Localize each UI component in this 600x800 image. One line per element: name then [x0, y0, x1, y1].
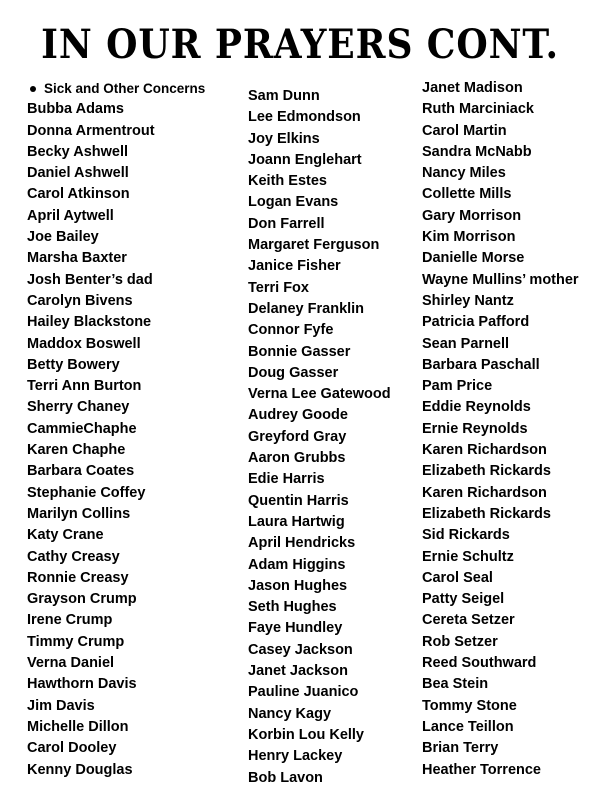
list-item: Ronnie Creasy	[27, 569, 129, 586]
list-item: Lee Edmondson	[248, 109, 361, 126]
list-item: Logan Evans	[248, 194, 339, 211]
list-item: Korbin Lou Kelly	[248, 726, 364, 743]
list-item: Nancy Miles	[422, 165, 506, 182]
list-item: Becky Ashwell	[27, 143, 129, 160]
list-item: Karen Richardson	[422, 442, 547, 459]
list-item: Sean Parnell	[422, 335, 510, 352]
list-item: Hawthorn Davis	[27, 676, 137, 693]
list-item: Barbara Coates	[27, 463, 135, 480]
list-item: Cathy Creasy	[27, 548, 120, 565]
list-item: Stephanie Coffey	[27, 484, 146, 501]
page-title: IN OUR PRAYERS CONT.	[41, 21, 559, 68]
list-item: Bob Lavon	[248, 769, 323, 786]
list-item: Carol Martin	[422, 122, 507, 139]
names-column-3	[422, 78, 579, 781]
list-item: Grayson Crump	[27, 591, 137, 608]
list-item: April Aytwell	[27, 207, 114, 224]
list-item: Brian Terry	[422, 740, 499, 757]
list-item: Carolyn Bivens	[27, 292, 133, 309]
list-item: Edie Harris	[248, 471, 325, 488]
names-column-1	[27, 78, 205, 781]
list-item: Sid Rickards	[422, 527, 510, 544]
list-item: Verna Daniel	[27, 655, 115, 672]
list-item: Henry Lackey	[248, 748, 343, 765]
list-item: Lance Teillon	[422, 718, 514, 735]
list-item: Casey Jackson	[248, 641, 353, 658]
list-item: Connor Fyfe	[248, 322, 334, 339]
list-item: Marilyn Collins	[27, 505, 131, 522]
list-item: Pam Price	[422, 378, 493, 395]
list-item: Ernie Schultz	[422, 548, 514, 565]
list-item: Greyford Gray	[248, 428, 347, 445]
list-item: Doug Gasser	[248, 364, 339, 381]
list-item: Shirley Nantz	[422, 292, 514, 309]
list-item: Don Farrell	[248, 215, 325, 232]
list-item: Hailey Blackstone	[27, 314, 152, 331]
list-item: Joann Englehart	[248, 151, 362, 168]
list-item: Patty Seigel	[422, 591, 505, 608]
list-item: Donna Armentrout	[27, 122, 155, 139]
list-item: Laura Hartwig	[248, 513, 345, 530]
list-item: Daniel Ashwell	[27, 165, 129, 182]
list-item: Kenny Douglas	[27, 761, 133, 778]
list-item: Sherry Chaney	[27, 399, 130, 416]
list-item: CammieChaphe	[27, 420, 137, 437]
list-item: Irene Crump	[27, 612, 113, 629]
list-item: Josh Benter’s dad	[27, 271, 153, 288]
list-item: Ruth Marciniack	[422, 101, 534, 118]
section-heading-label: Sick and Other Concerns	[44, 81, 206, 96]
list-item: Nancy Kagy	[248, 705, 332, 722]
list-item: Seth Hughes	[248, 599, 337, 616]
list-item: Delaney Franklin	[248, 300, 365, 317]
list-item: Jim Davis	[27, 697, 95, 714]
list-item: Bubba Adams	[27, 101, 124, 118]
list-item: Collette Mills	[422, 186, 512, 203]
names-column-2	[248, 86, 391, 789]
list-item: Margaret Ferguson	[248, 237, 380, 254]
list-item: Heather Torrence	[422, 761, 541, 778]
list-item: Terri Ann Burton	[27, 378, 142, 395]
list-item: Rob Setzer	[422, 633, 498, 650]
list-item: Cereta Setzer	[422, 612, 515, 629]
list-item: Carol Dooley	[27, 740, 117, 757]
list-item: Elizabeth Rickards	[422, 505, 551, 522]
list-item: Janet Jackson	[248, 663, 348, 680]
list-item: Pauline Juanico	[248, 684, 359, 701]
list-item: Kim Morrison	[422, 229, 516, 246]
list-item: Joe Bailey	[27, 229, 99, 246]
list-item: April Hendricks	[248, 535, 356, 552]
list-item: Tommy Stone	[422, 697, 517, 714]
list-item: Janice Fisher	[248, 258, 341, 275]
list-item: Patricia Pafford	[422, 314, 530, 331]
list-item: Sandra McNabb	[422, 143, 532, 160]
list-item: Aaron Grubbs	[248, 450, 346, 467]
list-item: Sam Dunn	[248, 88, 320, 104]
list-item: Bea Stein	[422, 676, 489, 693]
list-item: Reed Southward	[422, 655, 537, 672]
list-item: Carol Seal	[422, 569, 493, 586]
section-heading	[27, 78, 205, 99]
list-item: Katy Crane	[27, 527, 104, 544]
list-item: Michelle Dillon	[27, 718, 129, 735]
list-item: Wayne Mullins’ mother	[422, 271, 579, 288]
bullet-icon	[30, 86, 36, 92]
list-item: Verna Lee Gatewood	[248, 386, 391, 403]
list-item: Danielle Morse	[422, 250, 525, 267]
list-item: Carol Atkinson	[27, 186, 130, 203]
list-item: Karen Richardson	[422, 484, 547, 501]
list-item: Keith Estes	[248, 173, 327, 190]
list-item: Gary Morrison	[422, 207, 522, 224]
list-item: Janet Madison	[422, 80, 523, 96]
list-item: Marsha Baxter	[27, 250, 127, 267]
list-item: Quentin Harris	[248, 492, 349, 509]
list-item: Maddox Boswell	[27, 335, 141, 352]
list-item: Jason Hughes	[248, 577, 348, 594]
list-item: Elizabeth Rickards	[422, 463, 551, 480]
list-item: Terri Fox	[248, 279, 309, 296]
list-item: Audrey Goode	[248, 407, 348, 424]
list-item: Barbara Paschall	[422, 356, 540, 373]
list-item: Faye Hundley	[248, 620, 343, 637]
list-item: Adam Higgins	[248, 556, 346, 573]
list-item: Ernie Reynolds	[422, 420, 528, 437]
list-item: Betty Bowery	[27, 356, 120, 373]
list-item: Joy Elkins	[248, 130, 320, 147]
list-item: Karen Chaphe	[27, 442, 126, 459]
list-item: Timmy Crump	[27, 633, 125, 650]
list-item: Bonnie Gasser	[248, 343, 351, 360]
list-item: Eddie Reynolds	[422, 399, 531, 416]
